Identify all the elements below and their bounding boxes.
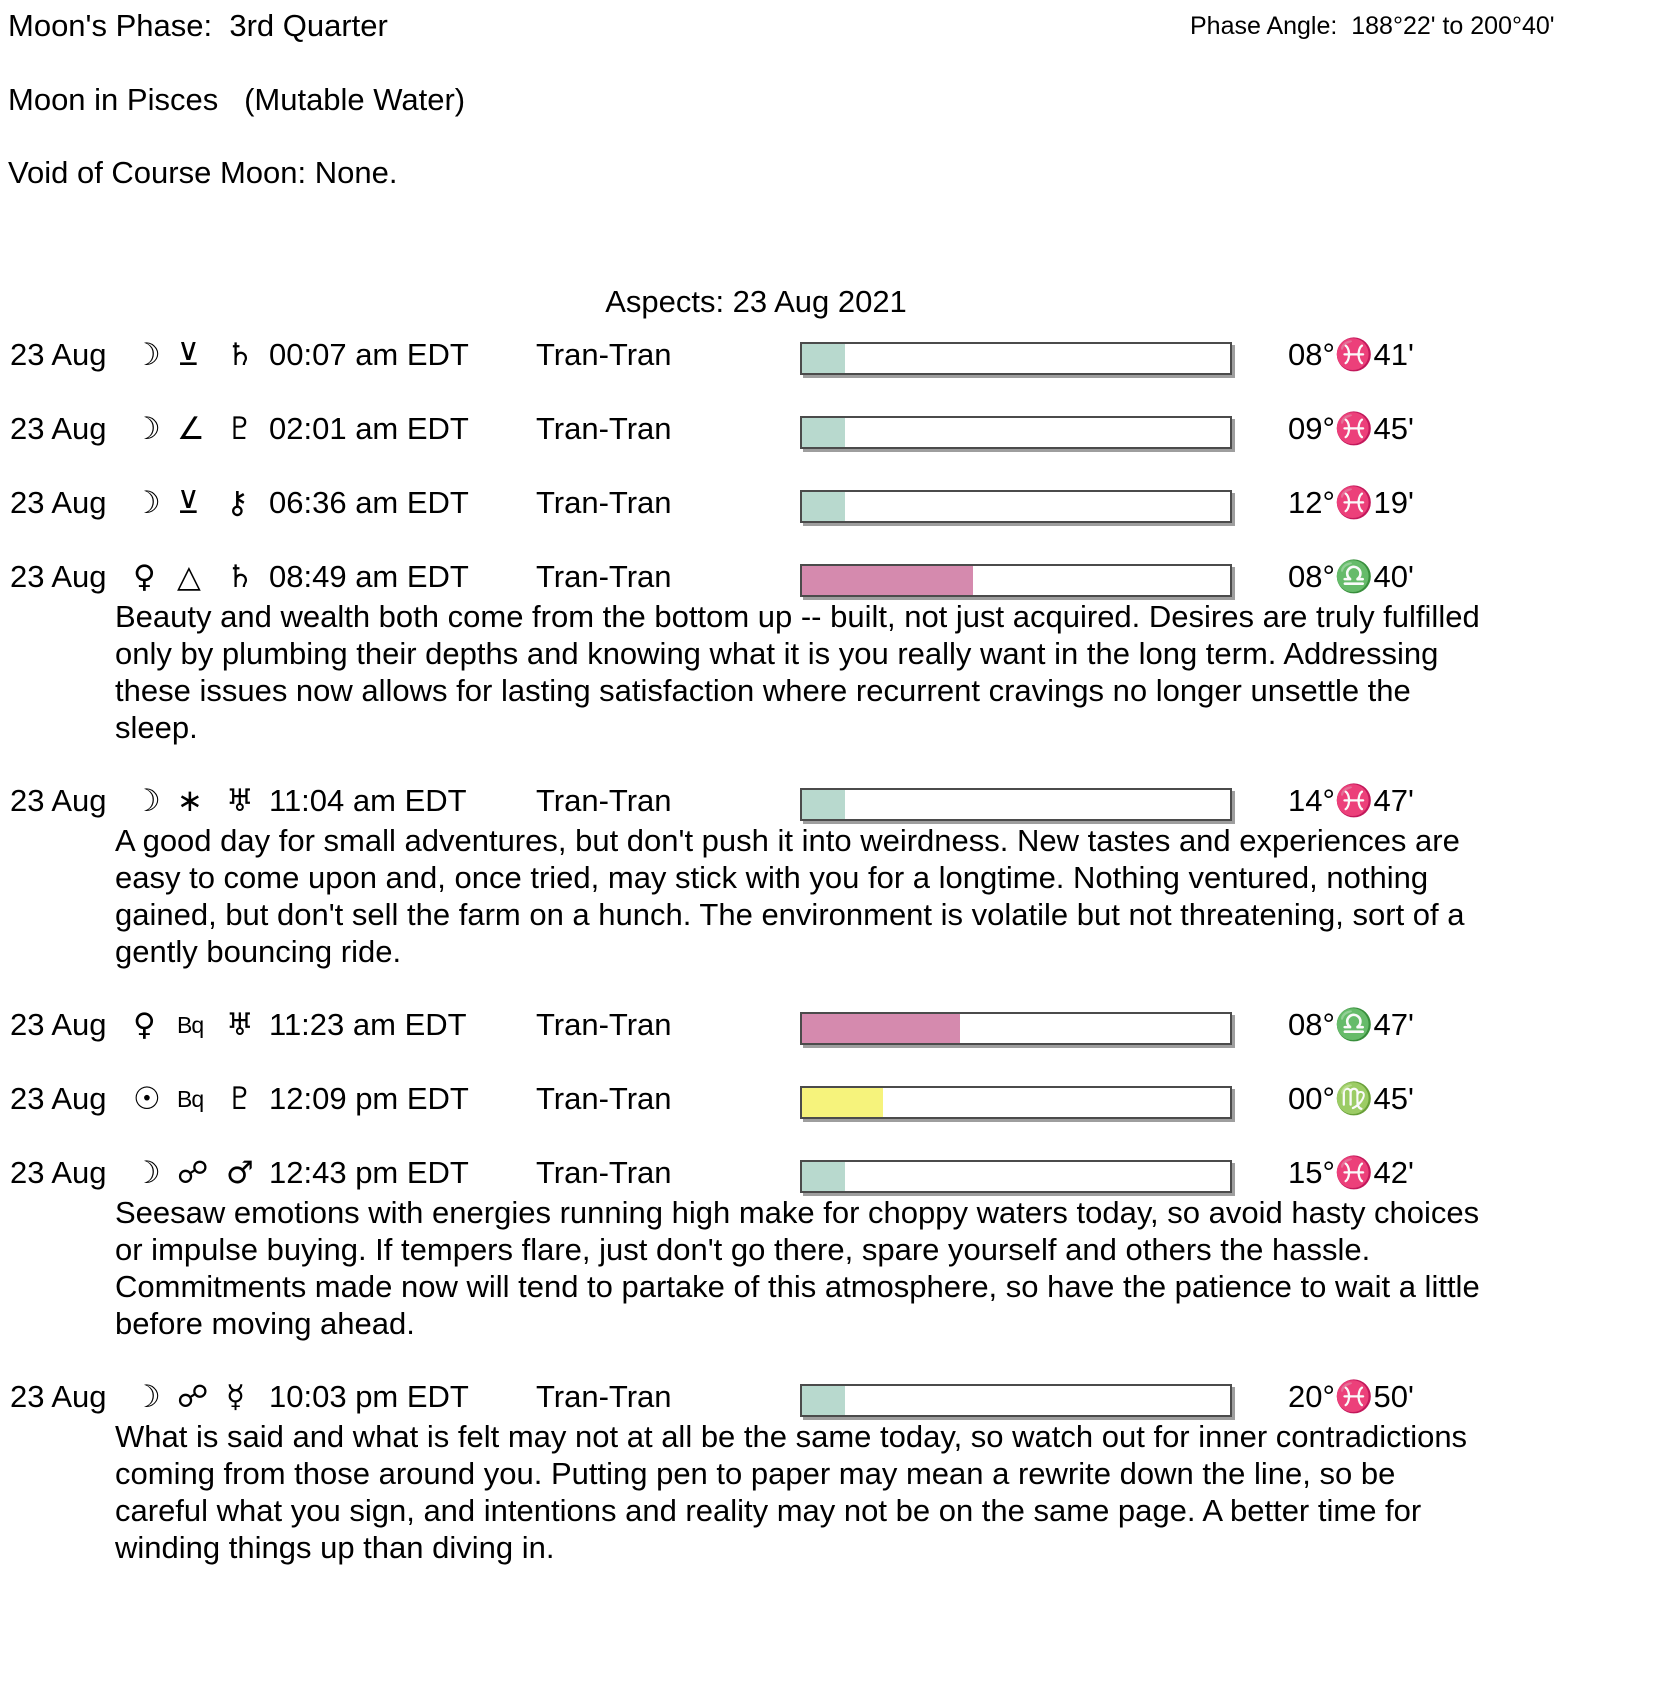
aspect-time: 06:36 am EDT	[269, 485, 469, 520]
sextile-icon: ∗	[177, 783, 203, 819]
aspect-type: Tran-Tran	[536, 1081, 672, 1116]
aspect-date: 23 Aug	[10, 783, 107, 818]
aspect-row	[10, 1378, 1670, 1416]
biquintile-icon: Bq	[177, 1012, 204, 1038]
venus-icon: ♀	[133, 559, 156, 595]
semisquare-icon: ∠	[177, 411, 205, 447]
moon-icon: ☽	[133, 1155, 161, 1191]
phase-angle-label: Phase Angle:	[1190, 12, 1338, 40]
aspect-position: 09°♓45'	[1288, 411, 1414, 446]
aspect-date: 23 Aug	[10, 1081, 107, 1116]
aspect-row	[10, 782, 1670, 820]
aspect-description: Seesaw emotions with energies running high make for choppy waters today, so avoid hasty choices or impulse buying. If tempers flare, just don't go there, spare yourself and others the hassle. Commitments made now will tend to partake of this atmosphere, so have the patience to wait a little before moving ahead.	[115, 1195, 1480, 1341]
moon-sign: Moon in Pisces	[8, 82, 219, 117]
orb-progress-bar	[800, 1086, 1232, 1119]
aspect-time: 00:07 am EDT	[269, 337, 469, 372]
orb-progress-bar	[800, 416, 1232, 449]
aspect-block	[10, 1080, 1670, 1118]
aspect-position: 08°♎40'	[1288, 559, 1414, 594]
aspect-type: Tran-Tran	[536, 559, 672, 594]
moon-phase-line	[8, 8, 388, 44]
sun-icon: ☉	[133, 1081, 161, 1117]
aspect-position: 12°♓19'	[1288, 485, 1414, 520]
orb-progress-fill	[802, 492, 845, 521]
aspect-date: 23 Aug	[10, 337, 107, 372]
aspect-position: 14°♓47'	[1288, 783, 1414, 818]
saturn-icon: ♄	[226, 337, 254, 373]
aspect-position: 15°♓42'	[1288, 1155, 1414, 1190]
aspect-date: 23 Aug	[10, 1155, 107, 1190]
moon-sign-modality: (Mutable Water)	[244, 82, 466, 117]
aspect-time: 12:43 pm EDT	[269, 1155, 469, 1190]
aspect-position: 08°♓41'	[1288, 337, 1414, 372]
aspect-position: 00°♍45'	[1288, 1081, 1414, 1116]
uranus-icon: ♅	[226, 1007, 254, 1043]
aspect-row	[10, 1154, 1670, 1192]
aspect-block	[10, 1006, 1670, 1044]
aspect-block	[10, 410, 1670, 448]
quincunx-icon: ⊻	[177, 485, 200, 521]
phase-angle-line	[1190, 8, 1555, 44]
moon-phase-spacer	[212, 8, 229, 43]
aspect-block	[10, 782, 1670, 970]
moon-phase-label: Moon's Phase:	[8, 8, 213, 43]
aspect-time: 02:01 am EDT	[269, 411, 469, 446]
aspects-title: Aspects: 23 Aug 2021	[605, 284, 907, 319]
opposition-icon: ☍	[177, 1379, 209, 1415]
aspect-row	[10, 410, 1670, 448]
aspect-type: Tran-Tran	[536, 1379, 672, 1414]
aspect-date: 23 Aug	[10, 485, 107, 520]
orb-progress-fill	[802, 1088, 883, 1117]
orb-progress-bar	[800, 1160, 1232, 1193]
aspect-time: 11:23 am EDT	[269, 1007, 467, 1042]
orb-progress-fill	[802, 418, 845, 447]
aspect-type: Tran-Tran	[536, 485, 672, 520]
orb-progress-fill	[802, 790, 845, 819]
orb-progress-bar	[800, 1384, 1232, 1417]
orb-progress-fill	[802, 1386, 845, 1415]
aspect-description: Beauty and wealth both come from the bottom up -- built, not just acquired. Desires are truly fulfilled only by plumbing their depths and knowing what it is you really want in the long term. Addressing these issues now allows for lasting satisfaction where recurrent cravings no longer unsettle the sleep.	[115, 599, 1480, 745]
aspect-block	[10, 336, 1670, 374]
aspect-type: Tran-Tran	[536, 783, 672, 818]
mercury-icon: ☿	[226, 1379, 246, 1415]
moon-phase-value: 3rd Quarter	[229, 8, 388, 43]
aspect-date: 23 Aug	[10, 559, 107, 594]
mars-icon: ♂	[226, 1155, 254, 1191]
aspect-block	[10, 484, 1670, 522]
aspect-time: 10:03 pm EDT	[269, 1379, 469, 1414]
orb-progress-fill	[802, 1162, 845, 1191]
aspect-row	[10, 484, 1670, 522]
aspect-block	[10, 1154, 1670, 1342]
orb-progress-bar	[800, 1012, 1232, 1045]
aspect-date: 23 Aug	[10, 1379, 107, 1414]
aspect-type: Tran-Tran	[536, 1007, 672, 1042]
orb-progress-bar	[800, 564, 1232, 597]
moon-icon: ☽	[133, 411, 161, 447]
pluto-icon: ♇	[226, 411, 254, 447]
pluto-icon: ♇	[226, 1081, 254, 1117]
moon-icon: ☽	[133, 485, 161, 521]
aspect-description: A good day for small adventures, but don't push it into weirdness. New tastes and experiences are easy to come upon and, once tried, may stick with you for a longtime. Nothing ventured, nothing gained, but don't sell the farm on a hunch. The environment is volatile but not threatening, sort of a gently bouncing ride.	[115, 823, 1465, 969]
moon-sign-spacer	[218, 82, 244, 117]
aspect-date: 23 Aug	[10, 411, 107, 446]
aspect-date: 23 Aug	[10, 1007, 107, 1042]
aspect-row	[10, 1006, 1670, 1044]
venus-icon: ♀	[133, 1007, 156, 1043]
aspect-position: 08°♎47'	[1288, 1007, 1414, 1042]
orb-progress-bar	[800, 342, 1232, 375]
aspect-position: 20°♓50'	[1288, 1379, 1414, 1414]
opposition-icon: ☍	[177, 1155, 209, 1191]
aspect-time: 08:49 am EDT	[269, 559, 469, 594]
moon-icon: ☽	[133, 783, 161, 819]
orb-progress-fill	[802, 566, 973, 595]
orb-progress-fill	[802, 1014, 960, 1043]
orb-progress-bar	[800, 490, 1232, 523]
biquintile-icon: Bq	[177, 1086, 204, 1112]
aspects-list	[10, 336, 1670, 1602]
moon-sign-line	[8, 82, 465, 118]
moon-icon: ☽	[133, 1379, 161, 1415]
phase-angle-spacer	[1337, 12, 1351, 40]
aspect-block	[10, 558, 1670, 746]
orb-progress-fill	[802, 344, 845, 373]
aspect-type: Tran-Tran	[536, 1155, 672, 1190]
void-of-course-line: Void of Course Moon: None.	[8, 155, 398, 190]
aspect-description: What is said and what is felt may not at all be the same today, so watch out for inner contradictions coming from those around you. Putting pen to paper may mean a rewrite down the line, so be careful what you sign, and intentions and reality may not be on the same page. A better time for winding things up than diving in.	[115, 1419, 1468, 1565]
trine-icon: △	[177, 559, 201, 595]
aspect-type: Tran-Tran	[536, 337, 672, 372]
aspect-block	[10, 1378, 1670, 1566]
aspect-row	[10, 336, 1670, 374]
phase-angle-value: 188°22' to 200°40'	[1351, 12, 1555, 40]
quincunx-icon: ⊻	[177, 337, 200, 373]
saturn-icon: ♄	[226, 559, 254, 595]
aspect-row	[10, 1080, 1670, 1118]
aspect-type: Tran-Tran	[536, 411, 672, 446]
uranus-icon: ♅	[226, 783, 254, 819]
aspect-time: 11:04 am EDT	[269, 783, 467, 818]
aspect-row	[10, 558, 1670, 596]
aspect-time: 12:09 pm EDT	[269, 1081, 469, 1116]
chiron-icon: ⚷	[226, 485, 249, 521]
orb-progress-bar	[800, 788, 1232, 821]
moon-icon: ☽	[133, 337, 161, 373]
